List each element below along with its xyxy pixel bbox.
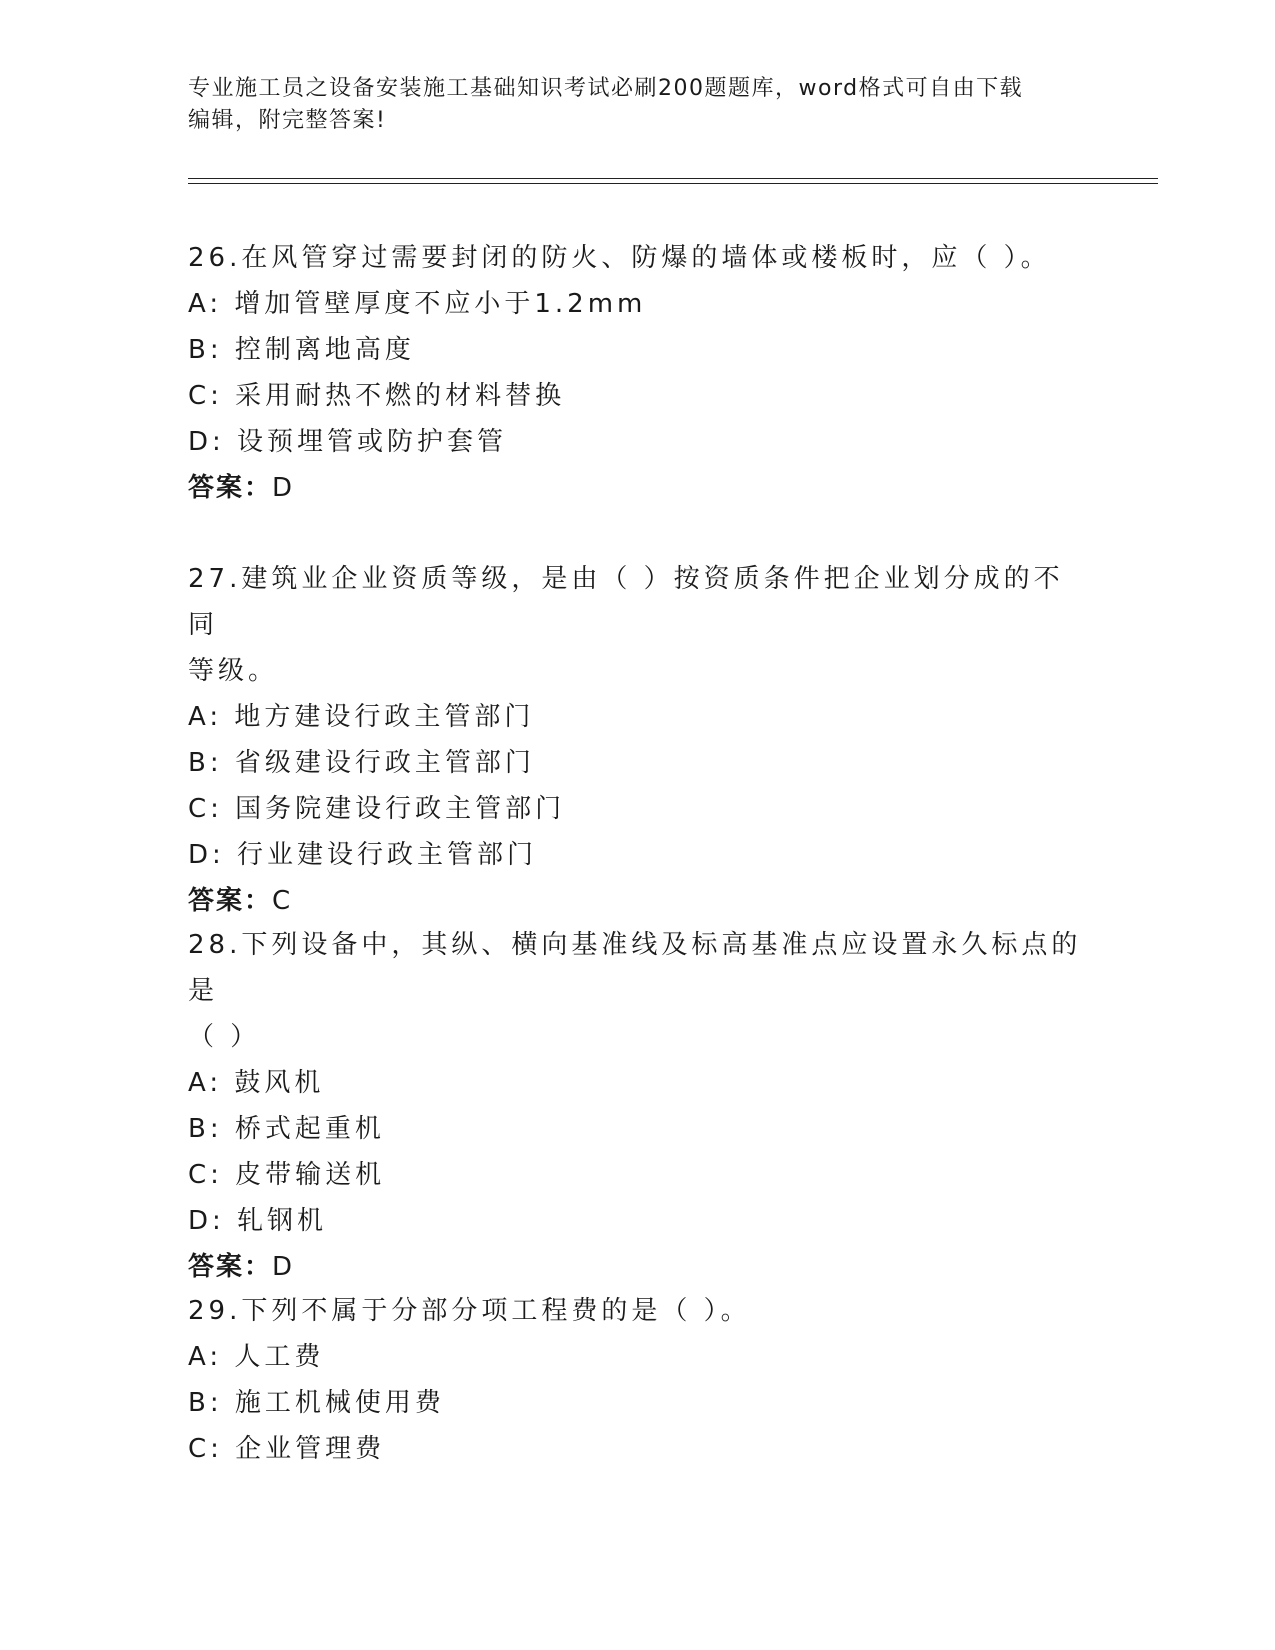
header-line-1: 专业施工员之设备安装施工基础知识考试必刷200题题库，word格式可自由下载 — [188, 76, 1024, 101]
header-divider-bottom — [188, 183, 1158, 184]
question-stem-continued: 等级。 — [188, 656, 279, 686]
option-c: C: 皮带输送机 — [188, 1160, 386, 1190]
question-27 — [188, 556, 1088, 924]
option-d: D: 行业建设行政主管部门 — [188, 840, 538, 870]
option-c: C: 采用耐热不燃的材料替换 — [188, 381, 566, 411]
option-c: C: 企业管理费 — [188, 1434, 386, 1464]
answer-line — [188, 465, 1088, 511]
header-line-2: 编辑，附完整答案! — [188, 108, 387, 133]
option-a: A: 人工费 — [188, 1342, 325, 1372]
question-stem: 27.建筑业企业资质等级，是由（ ）按资质条件把企业划分成的不同 — [188, 564, 1064, 640]
option-d: D: 设预埋管或防护套管 — [188, 427, 508, 457]
question-29 — [188, 1288, 1088, 1472]
question-26 — [188, 235, 1088, 511]
option-a: A: 鼓风机 — [188, 1068, 325, 1098]
option-b: B: 控制离地高度 — [188, 335, 415, 365]
question-28 — [188, 922, 1088, 1290]
answer-value: C — [272, 886, 293, 916]
answer-label: 答案： — [188, 886, 273, 916]
question-stem: 28.下列设备中，其纵、横向基准线及标高基准点应设置永久标点的是 — [188, 930, 1082, 1006]
option-b: B: 施工机械使用费 — [188, 1388, 445, 1418]
answer-line — [188, 878, 1088, 924]
document-header — [188, 73, 1088, 137]
option-c: C: 国务院建设行政主管部门 — [188, 794, 566, 824]
option-a: A: 增加管壁厚度不应小于1.2mm — [188, 289, 647, 319]
option-b: B: 省级建设行政主管部门 — [188, 748, 535, 778]
option-b: B: 桥式起重机 — [188, 1114, 385, 1144]
answer-line — [188, 1244, 1088, 1290]
question-stem: 29.下列不属于分部分项工程费的是（ ）。 — [188, 1296, 751, 1326]
answer-value: D — [272, 1252, 295, 1282]
answer-value: D — [272, 473, 295, 503]
answer-label: 答案： — [188, 473, 273, 503]
question-stem: 26.在风管穿过需要封闭的防火、防爆的墙体或楼板时，应（ ）。 — [188, 243, 1051, 273]
question-stem-continued: （ ） — [188, 1022, 261, 1052]
header-divider-top — [188, 178, 1158, 179]
option-a: A: 地方建设行政主管部门 — [188, 702, 535, 732]
answer-label: 答案： — [188, 1252, 273, 1282]
option-d: D: 轧钢机 — [188, 1206, 328, 1236]
